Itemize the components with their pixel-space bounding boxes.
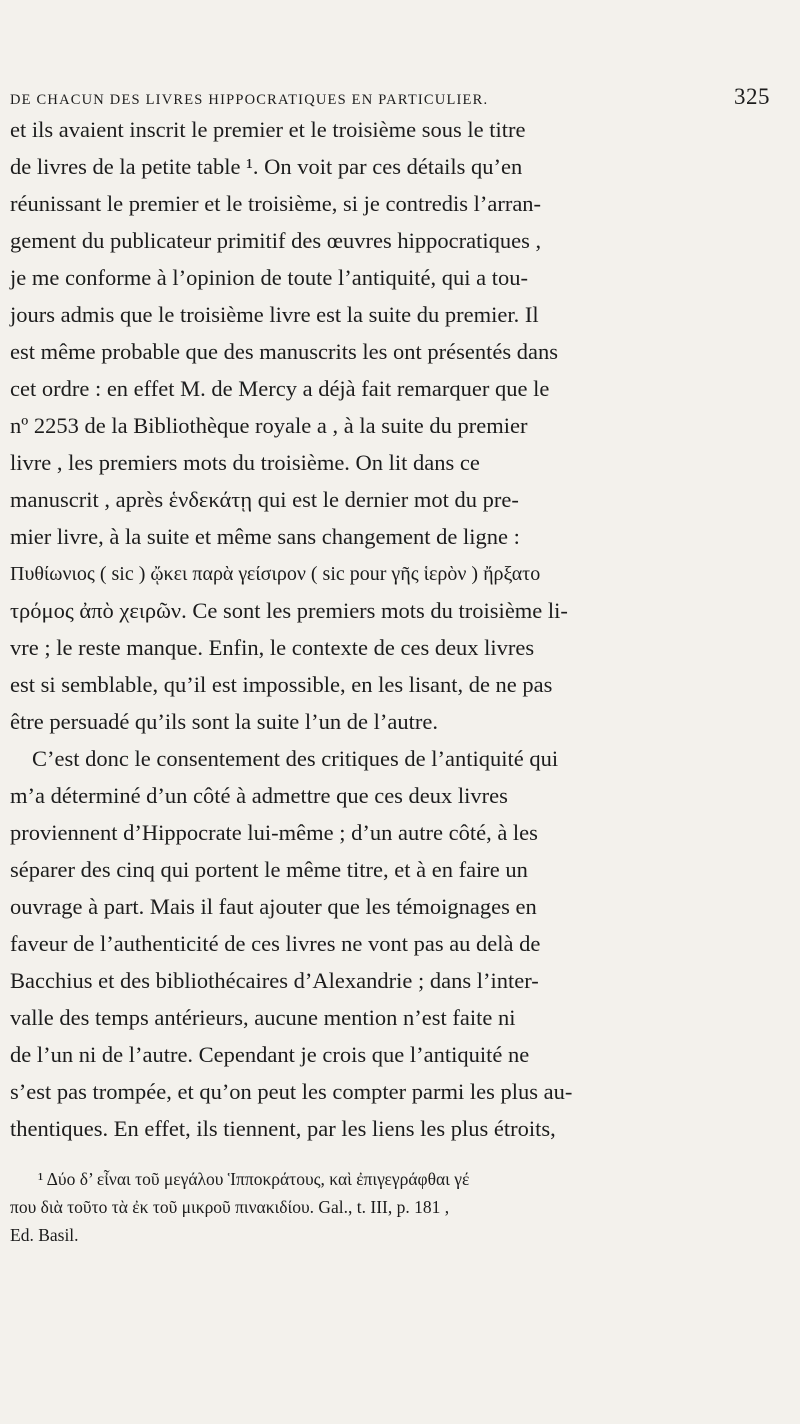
page-number: 325 [734,84,770,109]
text-line: réunissant le premier et le troisième, si je contredis l’arran- [10,191,542,216]
text-line: être persuadé qu’ils sont la suite l’un de l’autre. [10,709,438,734]
text-line: C’est donc le consentement des critiques de l’antiquité qui [32,746,559,771]
text-line: thentiques. En effet, ils tiennent, par les liens les plus étroits, [10,1116,556,1141]
footnote-line: ¹ Δύο δ’ εἶναι τοῦ μεγάλου Ἱπποκράτους, καὶ ἐπιγεγράφθαι γέ [38,1169,470,1189]
text-line: et ils avaient inscrit le premier et le troisième sous le titre [10,117,526,142]
footnote-line: Ed. Basil. [10,1225,79,1245]
text-line: s’est pas trompée, et qu’on peut les compter parmi les plus au- [10,1079,573,1104]
text-line: proviennent d’Hippocrate lui-même ; d’un autre côté, à les [10,820,538,845]
text-line: cet ordre : en effet M. de Mercy a déjà fait remarquer que le [10,376,550,401]
text-line: ouvrage à part. Mais il faut ajouter que les témoignages en [10,894,537,919]
text-line: gement du publicateur primitif des œuvres hippocratiques , [10,228,542,253]
text-line: m’a déterminé d’un côté à admettre que ces deux livres [10,783,508,808]
greek-text-line: Πυθίωνιος ( sic ) ᾤκει παρὰ γείσιρον ( sic pour γῆς ἱερὸν ) ἤρξατο [10,563,541,585]
text-line: valle des temps antérieurs, aucune mention n’est faite ni [10,1005,516,1030]
text-line: Bacchius et des bibliothécaires d’Alexandrie ; dans l’inter- [10,968,539,993]
page-header [10,84,770,110]
text-line: est si semblable, qu’il est impossible, en les lisant, de ne pas [10,672,553,697]
text-line: est même probable que des manuscrits les ont présentés dans [10,339,558,364]
footnote-line: που διὰ τοῦτο τὰ ἐκ τοῦ μικροῦ πινακιδίου. Gal., t. III, p. 181 , [10,1197,450,1217]
text-line: τρόμος ἀπὸ χειρῶν. Ce sont les premiers mots du troisième li- [10,598,568,623]
running-title: DE CHACUN DES LIVRES HIPPOCRATIQUES EN PARTICULIER. [10,92,489,108]
text-line: de l’un ni de l’autre. Cependant je crois que l’antiquité ne [10,1042,530,1067]
text-line: jours admis que le troisième livre est la suite du premier. Il [10,302,539,327]
text-line: manuscrit , après ἑνδεκάτῃ qui est le dernier mot du pre- [10,487,519,512]
text-line: de livres de la petite table ¹. On voit par ces détails qu’en [10,154,523,179]
text-line: nº 2253 de la Bibliothèque royale a , à la suite du premier [10,413,528,438]
text-line: livre , les premiers mots du troisième. On lit dans ce [10,450,480,475]
text-line: vre ; le reste manque. Enfin, le contexte de ces deux livres [10,635,535,660]
text-line: séparer des cinq qui portent le même titre, et à en faire un [10,857,528,882]
text-line: faveur de l’authenticité de ces livres ne vont pas au delà de [10,931,541,956]
text-line: mier livre, à la suite et même sans changement de ligne : [10,524,520,549]
text-line: je me conforme à l’opinion de toute l’antiquité, qui a tou- [10,265,528,290]
